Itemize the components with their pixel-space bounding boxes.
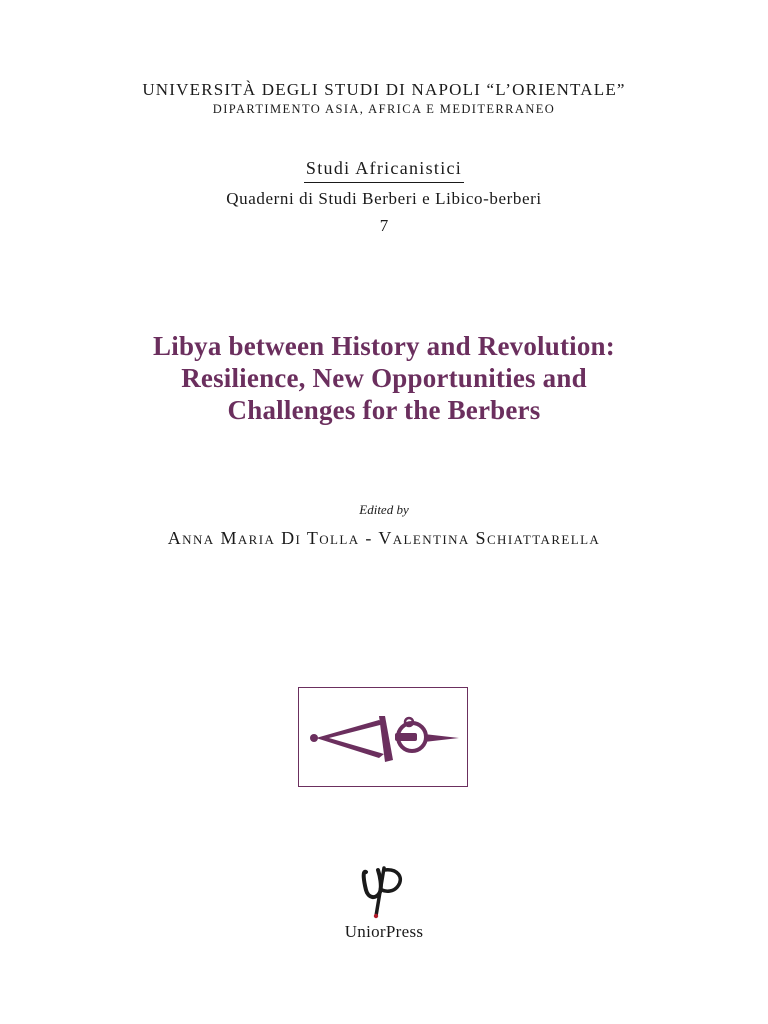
editors-names: Anna Maria Di Tolla - Valentina Schiattarella bbox=[167, 528, 601, 548]
university-name: UNIVERSITÀ DEGLI STUDI DI NAPOLI “L’ORIENTALE” bbox=[142, 80, 626, 99]
department-name: DIPARTIMENTO ASIA, AFRICA E MEDITERRANEO bbox=[212, 102, 556, 116]
edited-by-label: Edited by bbox=[359, 502, 409, 517]
book-title-line-1: Libya between History and Revolution: bbox=[153, 331, 615, 361]
book-title-line-2: Resilience, New Opportunities and bbox=[181, 363, 587, 393]
subseries-name: Quaderni di Studi Berberi e Libico-berberi bbox=[226, 189, 542, 208]
publisher-name: UniorPress bbox=[344, 922, 424, 941]
book-title-line-3: Challenges for the Berbers bbox=[227, 395, 541, 425]
orientale-emblem-frame bbox=[298, 687, 468, 787]
orientale-emblem-icon bbox=[299, 688, 469, 788]
series-name: Studi Africanistici bbox=[304, 158, 464, 183]
volume-number: 7 bbox=[379, 216, 389, 235]
series-heading bbox=[0, 158, 768, 183]
uniorpress-mark-icon bbox=[354, 864, 414, 920]
book-title bbox=[0, 330, 768, 426]
